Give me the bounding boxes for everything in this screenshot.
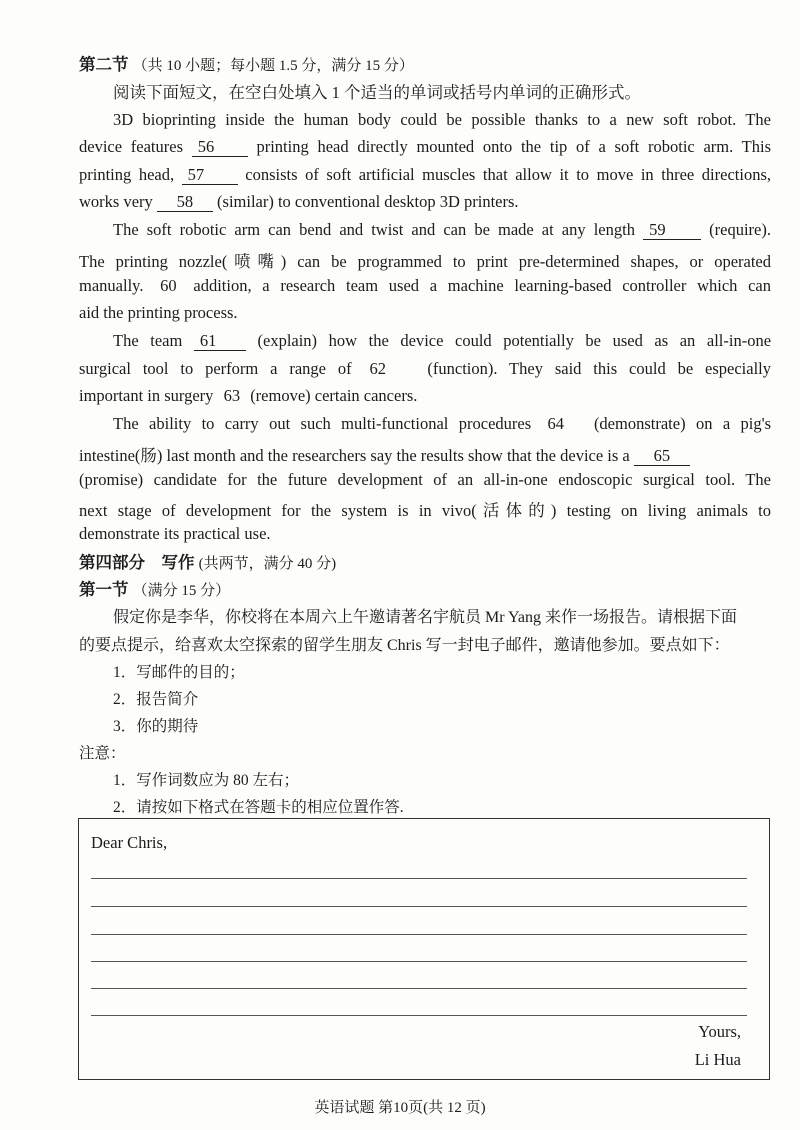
passage-text: works very: [79, 192, 153, 211]
blank-64: 64: [547, 414, 565, 433]
passage-text: (similar) to conventional desktop 3D printers.: [217, 192, 519, 211]
passage-text: manually.: [79, 276, 144, 295]
writing-prompt-line: 的要点提示，给喜欢太空探索的留学生朋友 Chris 写一封电子邮件，邀请他参加。要点如下：: [79, 637, 730, 654]
passage-line: [113, 331, 771, 351]
writing-line: [91, 988, 747, 989]
section-heading: [79, 51, 771, 75]
writing-line: [91, 906, 747, 907]
passage-text: printing head directly mounted onto the tip of a soft robotic arm. This: [256, 137, 772, 156]
passage-line: (promise) candidate for the future development of an all-in-one endoscopic surgical tool. The: [79, 470, 771, 489]
blank-56: 56: [192, 138, 248, 157]
section-heading-note: （共 10 小题；每小题 1.5 分，满分 15 分）: [132, 58, 414, 74]
writing-line: [91, 1015, 747, 1016]
note-item: 2．请按如下格式在答题卡的相应位置作答.: [113, 799, 404, 816]
passage-text: (function). They said this could be especially: [427, 359, 772, 378]
passage-line: [113, 414, 771, 434]
part-heading-note: (共两节，满分 40 分): [198, 556, 337, 572]
passage-text: surgical tool to perform a range of: [79, 359, 352, 378]
blank-58: 58: [157, 193, 213, 212]
notes-label: 注意：: [79, 745, 126, 762]
passage-line: [113, 220, 771, 240]
passage-line: [79, 192, 771, 212]
passage-line: [79, 386, 771, 406]
writing-point: 2．报告简介: [113, 691, 199, 708]
passage-text: The ability to carry out such multi-functional procedures: [113, 414, 532, 433]
writing-section-title: 第一节: [79, 580, 129, 599]
passage-text: important in surgery: [79, 386, 214, 405]
blank-63: 63: [223, 386, 241, 405]
writing-prompt-line: 假定你是李华，你校将在本周六上午邀请著名宇航员 Mr Yang 来作一场报告。请根据下面: [113, 609, 738, 626]
passage-text: intestine(肠) last month and the researchers say the results show that the device is a: [79, 446, 630, 465]
writing-section-heading: [79, 576, 771, 600]
blank-59: 59: [643, 221, 701, 240]
letter-signature: Li Hua: [694, 1050, 741, 1069]
writing-point: 1．写邮件的目的；: [113, 664, 245, 681]
blank-57: 57: [182, 166, 238, 185]
passage-line: [79, 276, 771, 296]
passage-text: The team: [113, 331, 183, 350]
blank-60: 60: [160, 276, 177, 295]
passage-text: (remove) certain cancers.: [250, 386, 418, 405]
writing-line: [91, 961, 747, 962]
answer-box: [78, 818, 770, 1080]
part-heading-title: 第四部分 写作: [79, 553, 195, 572]
passage-line: [79, 442, 771, 466]
page-footer: 英语试题 第10页(共 12 页): [314, 1100, 486, 1116]
passage-line: demonstrate its practical use.: [79, 524, 271, 543]
letter-greeting: Dear Chris,: [91, 833, 168, 852]
note-item: 1．写作词数应为 80 左右；: [113, 772, 300, 789]
part-heading: [79, 549, 771, 573]
passage-text: printing head,: [79, 165, 175, 184]
writing-section-note: （满分 15 分）: [132, 583, 231, 599]
section-instruction: 阅读下面短文，在空白处填入 1 个适当的单词或括号内单词的正确形式。: [113, 83, 641, 102]
section-heading-title: 第二节: [79, 55, 129, 74]
passage-line: [79, 137, 771, 157]
blank-61: 61: [194, 332, 246, 351]
passage-line: [79, 359, 771, 379]
passage-line: 3D bioprinting inside the human body could be possible thanks to a new soft robot. The: [113, 110, 771, 129]
passage-line: [79, 165, 771, 185]
passage-line: aid the printing process.: [79, 303, 238, 322]
passage-text: (require).: [709, 220, 771, 239]
passage-text: (demonstrate) on a pig's: [593, 414, 772, 433]
passage-text: (explain) how the device could potentially be used as an all-in-one: [257, 331, 772, 350]
passage-text: consists of soft artificial muscles that allow it to move in three directions,: [245, 165, 771, 184]
passage-line: next stage of development for the system is in vivo(活体的) testing on living animals to: [79, 501, 771, 520]
passage-text: device features: [79, 137, 183, 156]
blank-62: 62: [369, 359, 386, 378]
passage-line: The printing nozzle(喷嘴) can be programmed to print pre-determined shapes, or operated: [79, 252, 771, 271]
writing-point: 3．你的期待: [113, 718, 199, 735]
writing-line: [91, 878, 747, 879]
blank-65: 65: [634, 447, 690, 466]
passage-text: addition, a research team used a machine learning-based controller which can: [193, 276, 772, 295]
letter-closing: Yours,: [698, 1022, 741, 1041]
passage-text: The soft robotic arm can bend and twist and can be made at any length: [113, 220, 635, 239]
writing-line: [91, 934, 747, 935]
